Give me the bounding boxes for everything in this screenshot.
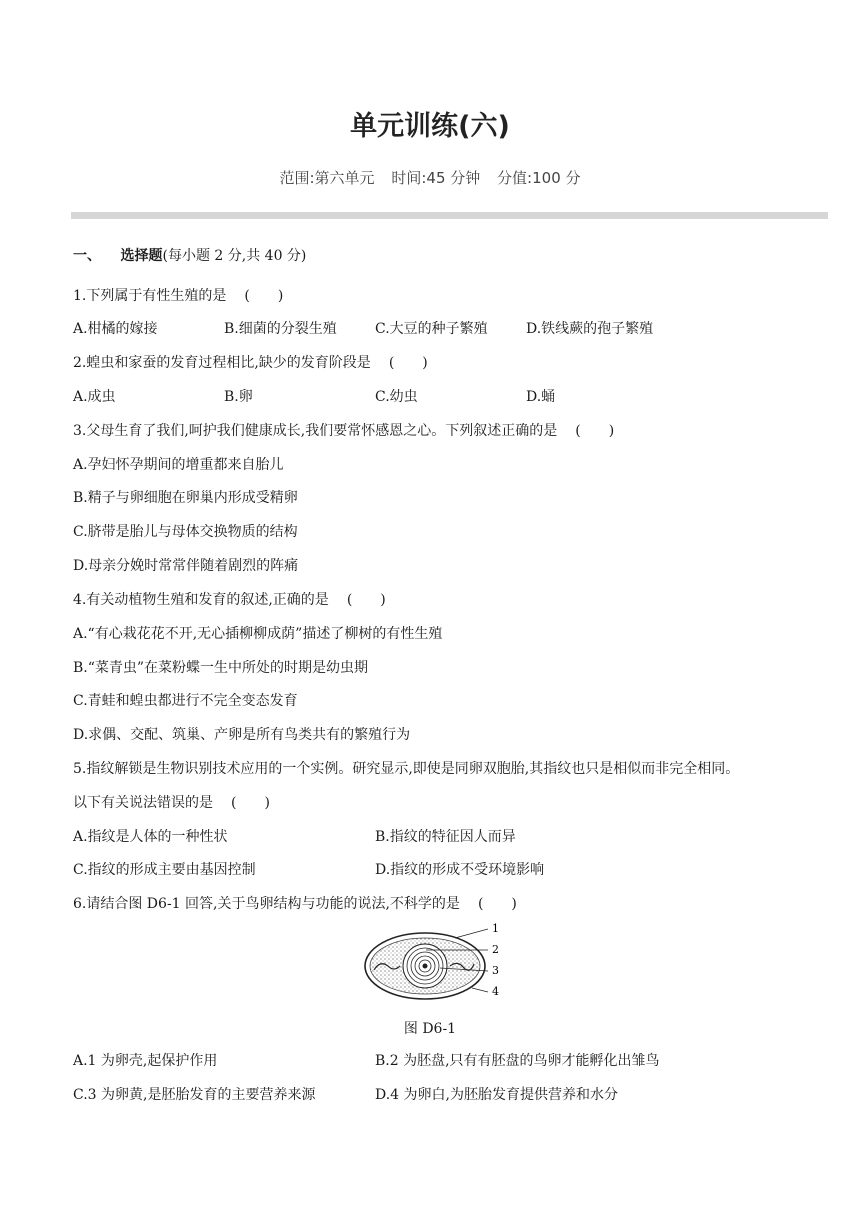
q4-option-d: D.求偶、交配、筑巢、产卵是所有鸟类共有的繁殖行为	[73, 727, 411, 743]
q6-option-b: B.2 为胚盘,只有有胚盘的鸟卵才能孵化出雏鸟	[375, 1053, 660, 1069]
figure-label-4: 4	[492, 985, 499, 998]
section-note: (每小题 2 分,共 40 分)	[162, 248, 307, 264]
answer-blank: ( )	[477, 896, 517, 912]
bird-egg-diagram	[360, 922, 510, 1002]
q5-option-a: A.指纹是人体的一种性状	[73, 829, 228, 845]
question-text: 3.父母生育了我们,呵护我们健康成长,我们要常怀感恩之心。下列叙述正确的是	[73, 423, 558, 439]
question-text: 4.有关动植物生殖和发育的叙述,正确的是	[73, 592, 329, 608]
answer-blank: ( )	[244, 288, 284, 304]
q6-option-d: D.4 为卵白,为胚胎发育提供营养和水分	[375, 1087, 618, 1103]
question-3-stem	[73, 421, 614, 441]
q3-option-c: C.脐带是胎儿与母体交换物质的结构	[73, 524, 298, 540]
q2-option-c: C.幼虫	[375, 389, 418, 405]
q5-option-b: B.指纹的特征因人而异	[375, 829, 516, 845]
answer-blank: ( )	[346, 592, 386, 608]
q3-option-d: D.母亲分娩时常常伴随着剧烈的阵痛	[73, 558, 299, 574]
answer-blank: ( )	[575, 423, 615, 439]
q4-option-a: A.“有心栽花花不开,无心插柳柳成荫”描述了柳树的有性生殖	[73, 626, 443, 642]
question-1-stem	[73, 286, 283, 306]
question-2-stem	[73, 353, 428, 373]
question-text: 6.请结合图 D6-1 回答,关于鸟卵结构与功能的说法,不科学的是	[73, 896, 460, 912]
exam-score: 分值:100 分	[497, 169, 581, 187]
q6-option-a: A.1 为卵壳,起保护作用	[73, 1053, 218, 1069]
figure-label-3: 3	[492, 964, 499, 977]
question-text: 以下有关说法错误的是	[73, 795, 213, 811]
section-name: 选择题	[120, 248, 163, 264]
q5-option-d: D.指纹的形成不受环境影响	[375, 862, 545, 878]
answer-blank: ( )	[231, 795, 270, 811]
q3-option-a: A.孕妇怀孕期间的增重都来自胎儿	[73, 457, 284, 473]
figure-label-2: 2	[492, 943, 499, 956]
question-5-stem: 5.指纹解锁是生物识别技术应用的一个实例。研究显示,即使是同卵双胞胎,其指纹也只是相似而非完全相同。	[73, 761, 740, 777]
q4-option-b: B.“菜青虫”在菜粉蝶一生中所处的时期是幼虫期	[73, 660, 369, 676]
question-6-stem	[73, 894, 517, 914]
exam-time: 时间:45 分钟	[391, 169, 481, 187]
q1-option-d: D.铁线蕨的孢子繁殖	[526, 321, 654, 337]
q1-option-c: C.大豆的种子繁殖	[375, 321, 488, 337]
section-heading	[73, 246, 306, 266]
q2-option-b: B.卵	[224, 389, 253, 405]
figure-label-1: 1	[492, 922, 499, 935]
question-5-stem-cont	[73, 793, 270, 813]
q1-option-b: B.细菌的分裂生殖	[224, 321, 337, 337]
question-text: 1.下列属于有性生殖的是	[73, 288, 227, 304]
figure-caption: 图 D6-1	[403, 1021, 457, 1037]
header-divider	[71, 212, 828, 219]
q4-option-c: C.青蛙和蝗虫都进行不完全变态发育	[73, 693, 298, 709]
question-text: 2.蝗虫和家蚕的发育过程相比,缺少的发育阶段是	[73, 355, 371, 371]
section-number: 一、	[73, 248, 101, 264]
exam-range: 范围:第六单元	[279, 169, 375, 187]
exam-info	[0, 167, 860, 188]
q2-option-a: A.成虫	[73, 389, 116, 405]
q2-option-d: D.蛹	[526, 389, 556, 405]
q5-option-c: C.指纹的形成主要由基因控制	[73, 862, 256, 878]
yolk-rings	[403, 944, 447, 988]
q1-option-a: A.柑橘的嫁接	[73, 321, 158, 337]
answer-blank: ( )	[388, 355, 428, 371]
page-title: 单元训练(六)	[350, 111, 510, 142]
question-4-stem	[73, 590, 386, 610]
q3-option-b: B.精子与卵细胞在卵巢内形成受精卵	[73, 490, 298, 506]
q6-option-c: C.3 为卵黄,是胚胎发育的主要营养来源	[73, 1087, 316, 1103]
